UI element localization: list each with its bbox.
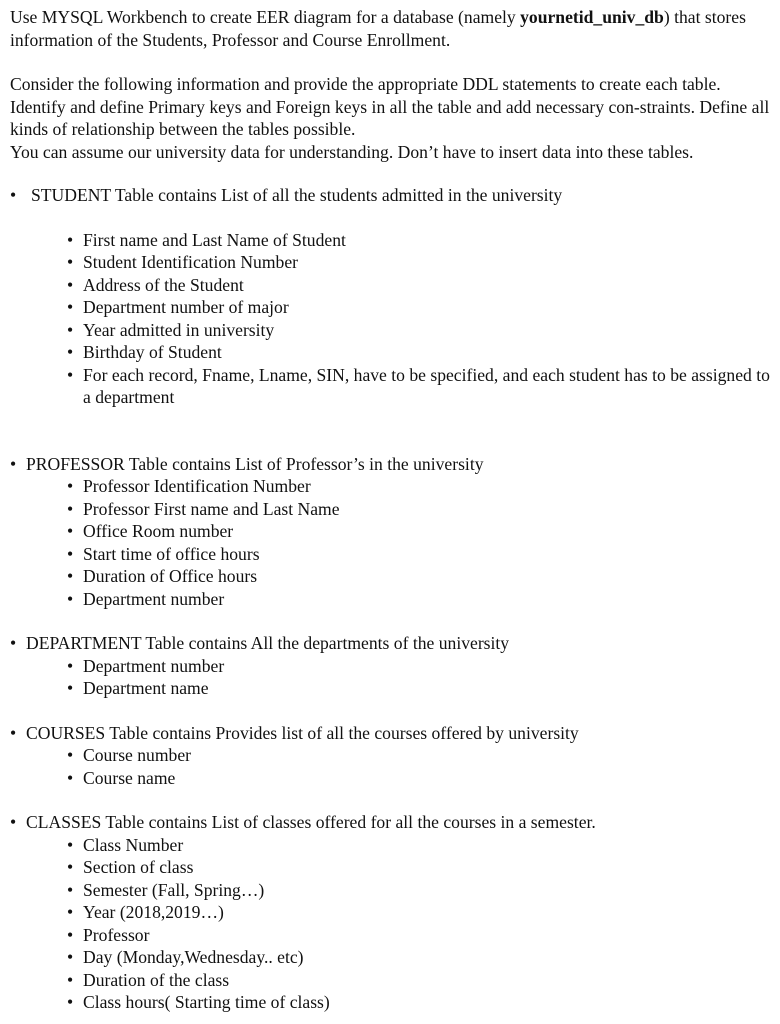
list-item: • Start time of office hours [10, 543, 772, 566]
section-student [10, 184, 772, 207]
section-title-student: • STUDENT Table contains List of all the students admitted in the university [31, 185, 563, 205]
student-attribute-list [10, 229, 772, 409]
section-department [10, 632, 772, 655]
list-item: • Department number of major [10, 296, 772, 319]
list-item: • Duration of Office hours [10, 565, 772, 588]
list-item: • Professor First name and Last Name [10, 498, 772, 521]
requirements-paragraph [10, 73, 772, 163]
list-item: • For each record, Fname, Lname, SIN, have to be specified, and each student has to be assigned to a department [10, 364, 772, 409]
section-courses [10, 722, 772, 745]
list-item: • Department number [10, 588, 772, 611]
list-item: • Office Room number [10, 520, 772, 543]
section-title-department: • DEPARTMENT Table contains All the departments of the university [26, 633, 510, 653]
requirements-line-1: Consider the following information and provide the appropriate DDL statements to create each table. Identify and define Primary keys and Foreign keys in all the table and add necessary con-straints. Define all kinds of relationship between the tables possible. [10, 74, 770, 139]
list-item: • Address of the Student [10, 274, 772, 297]
list-item: • Year (2018,2019…) [10, 901, 772, 924]
list-item: • Student Identification Number [10, 251, 772, 274]
list-item: • Department name [10, 677, 772, 700]
section-title-classes: • CLASSES Table contains List of classes offered for all the courses in a semester. [26, 812, 596, 832]
section-professor [10, 453, 772, 476]
database-name: yournetid_univ_db [520, 7, 664, 27]
list-item: • Duration of the class [10, 969, 772, 992]
intro-paragraph [10, 6, 772, 51]
list-item: • Section of class [10, 856, 772, 879]
list-item: • Birthday of Student [10, 341, 772, 364]
section-title-professor: • PROFESSOR Table contains List of Professor’s in the university [26, 453, 484, 474]
professor-attribute-list [10, 475, 772, 610]
section-title-courses: • COURSES Table contains Provides list of all the courses offered by university [26, 722, 579, 743]
classes-attribute-list [10, 834, 772, 1014]
intro-text-after: ) that stores information of the Students, Professor and Course Enrollment. [10, 7, 746, 50]
requirements-line-2: You can assume our university data for understanding. Don’t have to insert data into these tables. [10, 141, 694, 162]
list-item: • Semester (Fall, Spring…) [10, 879, 772, 902]
section-classes [10, 811, 772, 834]
list-item: • First name and Last Name of Student [10, 229, 772, 252]
department-attribute-list [10, 655, 772, 700]
list-item: • Class Number [10, 834, 772, 857]
list-item: • Department number [10, 655, 772, 678]
document-page [10, 6, 772, 1014]
list-item: • Day (Monday,Wednesday.. etc) [10, 946, 772, 969]
intro-text-before: Use MYSQL Workbench to create EER diagram for a database (namely [10, 7, 521, 27]
list-item: • Professor Identification Number [10, 475, 772, 498]
list-item: • Year admitted in university [10, 319, 772, 342]
courses-attribute-list [10, 744, 772, 789]
list-item: • Course number [10, 744, 772, 767]
list-item: • Professor [10, 924, 772, 947]
list-item: • Course name [10, 767, 772, 790]
list-item: • Class hours( Starting time of class) [10, 991, 772, 1014]
